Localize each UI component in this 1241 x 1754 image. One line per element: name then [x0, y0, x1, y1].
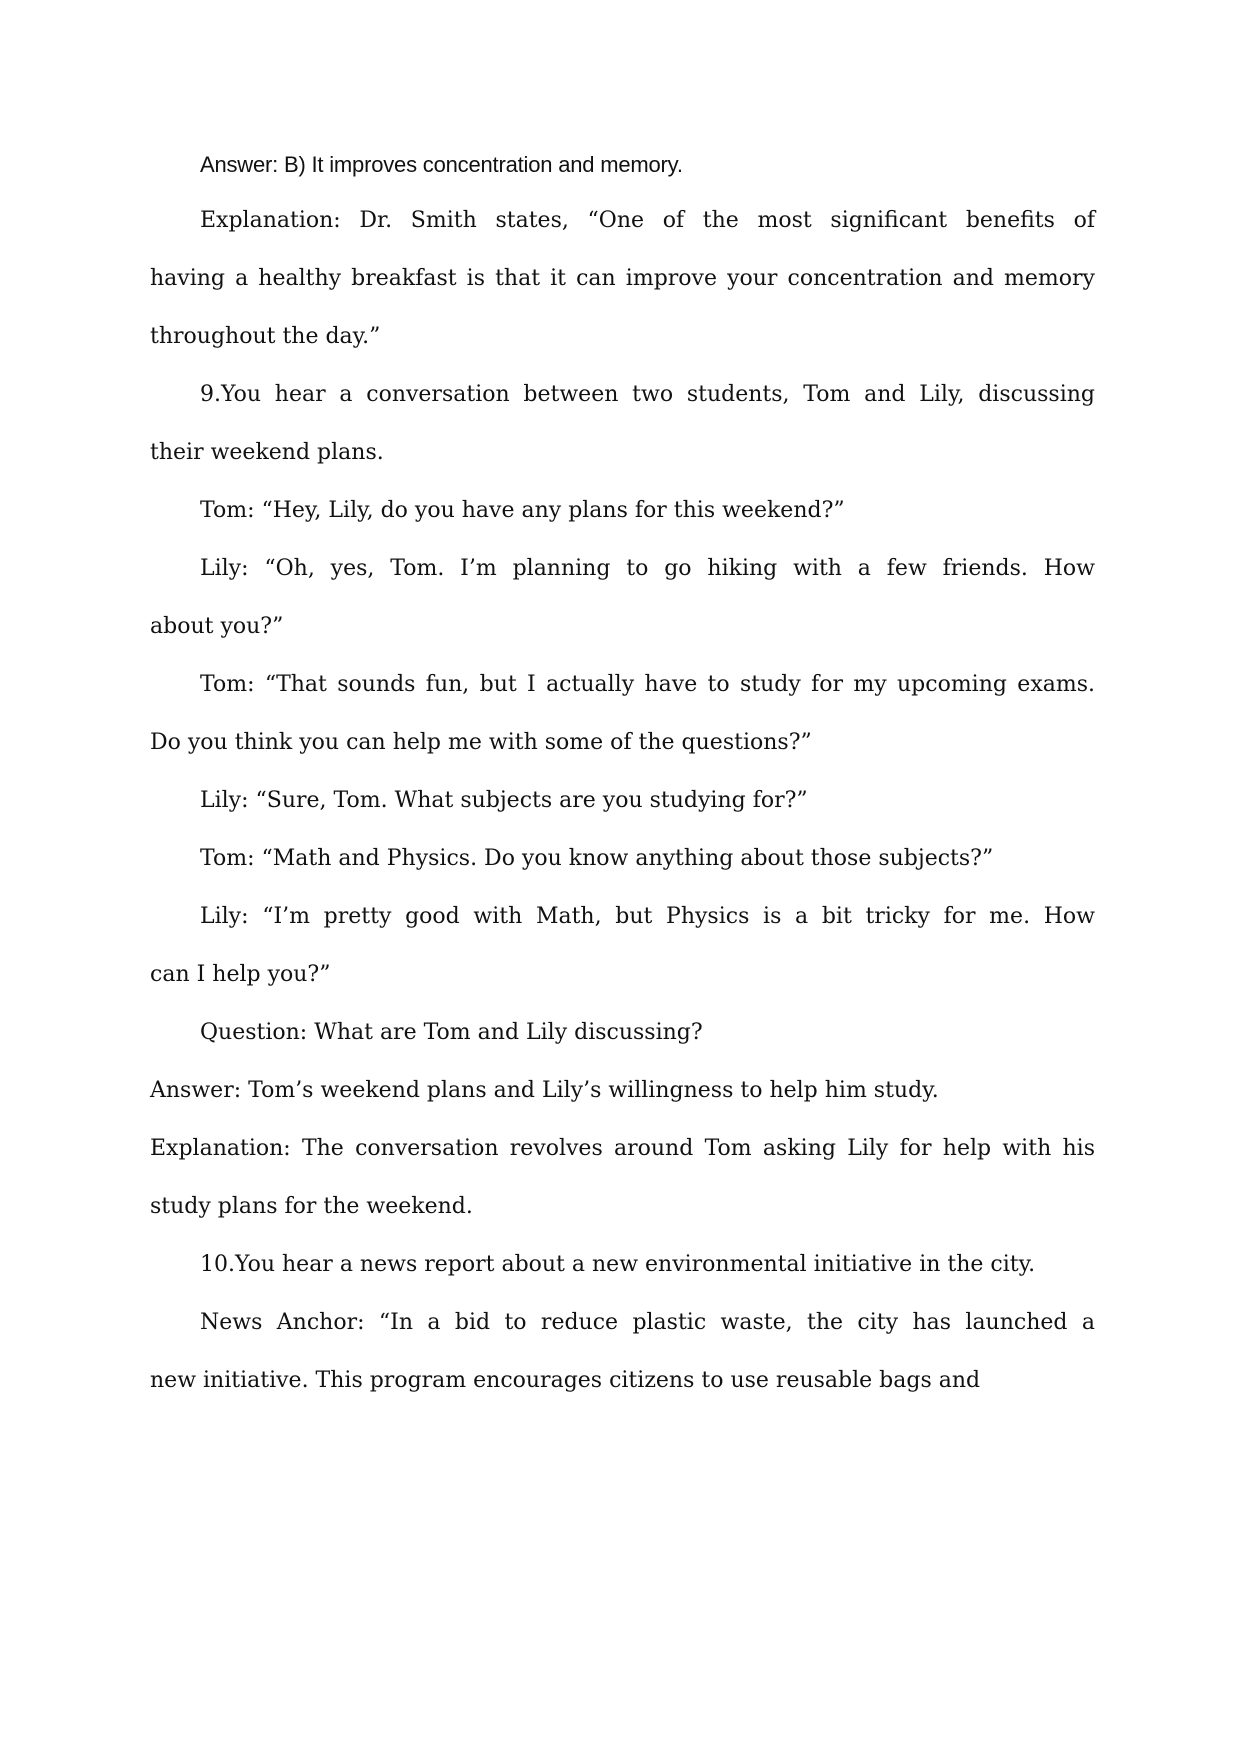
explanation-line: Explanation: Dr. Smith states, “One of the most significant benefits of — [200, 208, 1095, 233]
dialogue-line: Tom: “That sounds fun, but I actually have to study for my upcoming exams. — [200, 672, 1095, 697]
news-line: new initiative. This program encourages citizens to use reusable bags and — [150, 1368, 981, 1393]
dialogue-line: about you?” — [150, 614, 284, 639]
explanation-line: having a healthy breakfast is that it can improve your concentration and memory — [150, 266, 1095, 291]
question-line: Question: What are Tom and Lily discussing? — [200, 1020, 703, 1045]
news-line: News Anchor: “In a bid to reduce plastic waste, the city has launched a — [200, 1310, 1095, 1335]
question-heading: their weekend plans. — [150, 440, 384, 465]
explanation-line: study plans for the weekend. — [150, 1194, 473, 1219]
dialogue-line: can I help you?” — [150, 962, 331, 987]
question-heading: 10.You hear a news report about a new environmental initiative in the city. — [200, 1252, 1036, 1277]
answer-line: Answer: B) It improves concentration and memory. — [200, 152, 683, 177]
explanation-line: throughout the day.” — [150, 324, 381, 349]
dialogue-line: Lily: “Oh, yes, Tom. I’m planning to go hiking with a few friends. How — [200, 556, 1095, 581]
dialogue-line: Lily: “Sure, Tom. What subjects are you studying for?” — [200, 788, 808, 813]
dialogue-line: Do you think you can help me with some of the questions?” — [150, 730, 812, 755]
explanation-line: Explanation: The conversation revolves around Tom asking Lily for help with his — [150, 1136, 1095, 1161]
answer-line: Answer: Tom’s weekend plans and Lily’s willingness to help him study. — [150, 1078, 939, 1103]
dialogue-line: Tom: “Math and Physics. Do you know anything about those subjects?” — [200, 846, 994, 871]
dialogue-line: Tom: “Hey, Lily, do you have any plans for this weekend?” — [200, 498, 845, 523]
question-heading: 9.You hear a conversation between two students, Tom and Lily, discussing — [200, 382, 1095, 407]
dialogue-line: Lily: “I’m pretty good with Math, but Physics is a bit tricky for me. How — [200, 904, 1095, 929]
